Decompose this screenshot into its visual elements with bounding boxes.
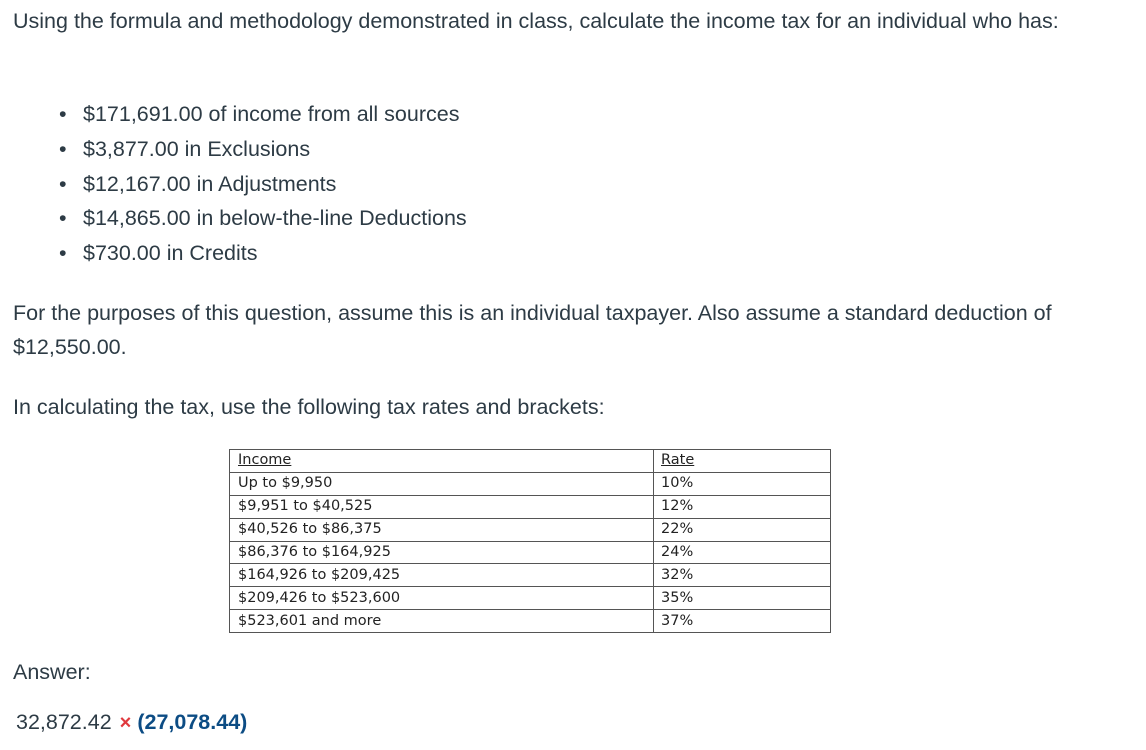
answer-label: Answer: [13, 660, 91, 684]
list-item [50, 236, 467, 271]
list-item [50, 97, 467, 132]
list-item-text: $730.00 in Credits [83, 241, 258, 266]
correct-answer: (27,078.44) [137, 710, 248, 734]
table-row [230, 472, 831, 495]
table-row [230, 495, 831, 518]
bullet-icon: • [59, 206, 67, 231]
rate-cell: 22% [654, 518, 831, 541]
rate-cell: 35% [654, 587, 831, 610]
tax-brackets-table [229, 449, 831, 633]
income-column-header: Income [230, 450, 654, 473]
rate-column-header: Rate [654, 450, 831, 473]
table-row [230, 518, 831, 541]
list-item [50, 167, 467, 202]
assumption-text: For the purposes of this question, assume this is an individual taxpayer. Also assume a standard deduction of $12,550.00. [13, 301, 1052, 359]
rates-intro-text: In calculating the tax, use the following tax rates and brackets: [13, 395, 605, 419]
rate-cell: 24% [654, 541, 831, 564]
list-item [50, 201, 467, 236]
list-item-text: $171,691.00 of income from all sources [83, 102, 460, 126]
submitted-answer: 32,872.42 [16, 710, 112, 734]
given-values-list [50, 97, 467, 271]
incorrect-x-icon: × [119, 712, 132, 734]
rate-cell: 12% [654, 495, 831, 518]
table-header-row [230, 450, 831, 473]
income-cell: Up to $9,950 [230, 472, 654, 495]
income-cell: $86,376 to $164,925 [230, 541, 654, 564]
income-cell: $9,951 to $40,525 [230, 495, 654, 518]
list-item-text: $12,167.00 in Adjustments [83, 171, 337, 196]
list-item [50, 132, 467, 167]
income-cell: $164,926 to $209,425 [230, 564, 654, 587]
rate-cell: 32% [654, 564, 831, 587]
rate-cell: 37% [654, 610, 831, 633]
income-cell: $523,601 and more [230, 610, 654, 633]
table-row [230, 587, 831, 610]
table-row [230, 541, 831, 564]
list-item-text: $14,865.00 in below-the-line Deductions [83, 206, 467, 231]
table-row [230, 564, 831, 587]
income-cell: $209,426 to $523,600 [230, 587, 654, 610]
bullet-icon: • [59, 241, 67, 266]
answer-result [16, 706, 247, 739]
bullet-icon: • [59, 136, 67, 161]
income-cell: $40,526 to $86,375 [230, 518, 654, 541]
bullet-icon: • [59, 102, 67, 126]
question-intro: Using the formula and methodology demonstrated in class, calculate the income tax for an individual who has: [13, 9, 1059, 33]
list-item-text: $3,877.00 in Exclusions [83, 136, 311, 161]
table-row [230, 610, 831, 633]
rate-cell: 10% [654, 472, 831, 495]
bullet-icon: • [59, 171, 67, 196]
